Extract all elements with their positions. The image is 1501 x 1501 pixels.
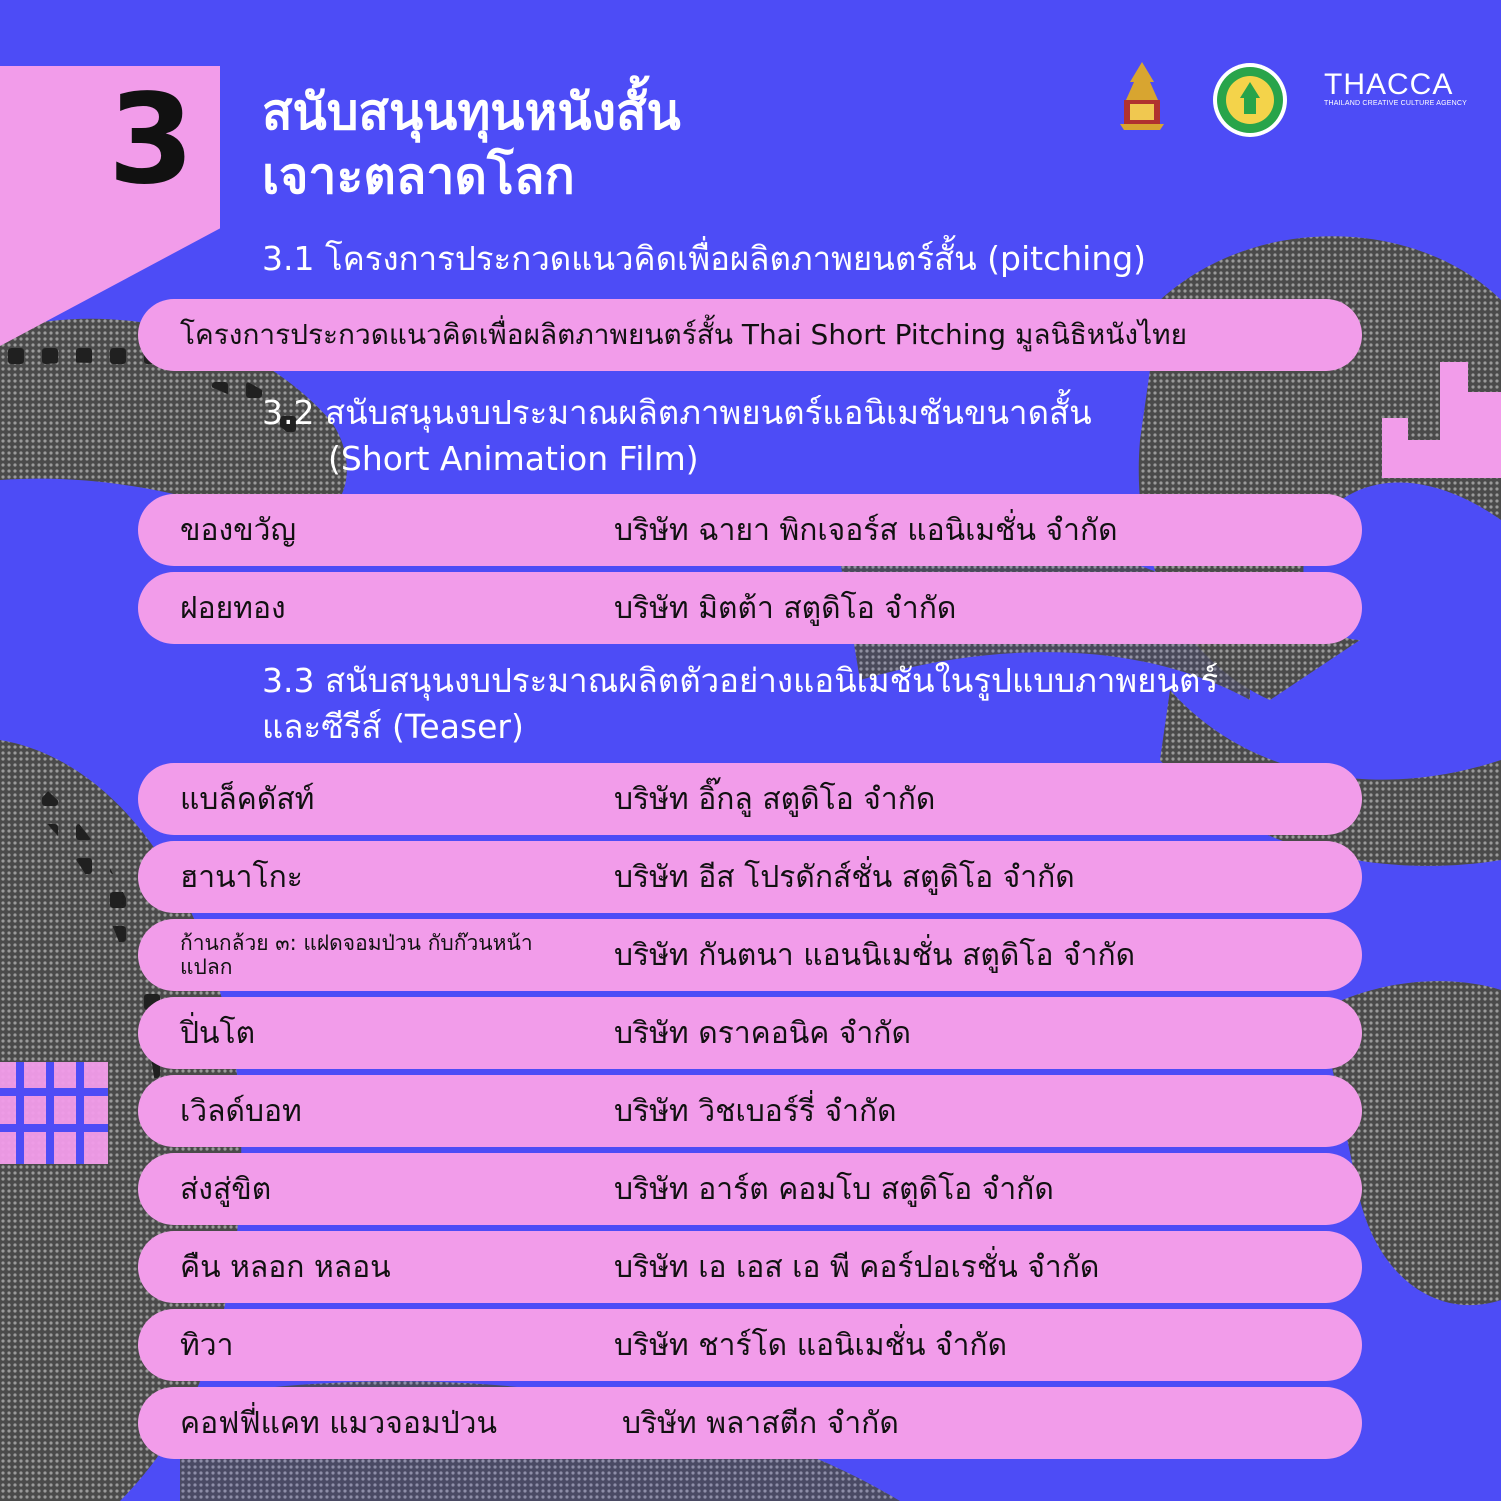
logo-group (1108, 60, 1468, 140)
list-item (138, 997, 1362, 1069)
list-item (138, 1231, 1362, 1303)
thacca-name: THACCA (1324, 68, 1454, 101)
company-name: บริษัท ดราคอนิค จำกัด (614, 1015, 911, 1051)
list-item (138, 299, 1362, 371)
section-number: 3 (108, 68, 195, 212)
company-name: บริษัท เอ เอส เอ พี คอร์ปอเรชั่น จำกัด (614, 1249, 1100, 1285)
heading-line: 3.3 สนับสนุนงบประมาณผลิตตัวอย่างแอนิเมชันในรูปแบบภาพยนตร์ (262, 661, 1219, 700)
list-item (138, 1075, 1362, 1147)
company-name: บริษัท มิตต้า สตูดิโอ จำกัด (614, 590, 957, 626)
company-name: บริษัท กันตนา แอนนิเมชั่น สตูดิโอ จำกัด (614, 937, 1136, 973)
list-item (138, 1309, 1362, 1381)
ministry-emblem-icon (1114, 60, 1170, 130)
project-title: ของขวัญ (180, 512, 297, 548)
list-item (138, 763, 1362, 835)
heading-line: (Short Animation Film) (328, 439, 699, 478)
project-title: ฝอยทอง (180, 590, 286, 626)
heading-line: และซีรีส์ (Teaser) (262, 707, 524, 746)
list-item (138, 572, 1362, 644)
list-item (138, 841, 1362, 913)
project-title: คอฟฟี่แคท แมวจอมป่วน (180, 1405, 498, 1441)
section-heading-3-3 (262, 658, 1218, 750)
list-item (138, 1387, 1362, 1459)
company-name: บริษัท ชาร์โด แอนิเมชั่น จำกัด (614, 1327, 1008, 1363)
list-item (138, 494, 1362, 566)
title-line-2: เจาะตลาดโลก (262, 147, 575, 205)
section-heading-3-1 (262, 236, 1146, 282)
project-title: ปิ่นโต (180, 1015, 256, 1051)
company-name: บริษัท วิชเบอร์รี่ จำกัด (614, 1093, 897, 1129)
heading-line: 3.1 โครงการประกวดแนวคิดเพื่อผลิตภาพยนตร์สั้น (pitching) (262, 239, 1147, 278)
department-seal-icon (1212, 62, 1288, 138)
project-title: เวิลด์บอท (180, 1093, 302, 1129)
company-name: บริษัท พลาสตีก จำกัด (622, 1405, 899, 1441)
project-title: แบล็คดัสท์ (180, 781, 315, 817)
thacca-logo (1324, 68, 1467, 107)
project-title: คืน หลอก หลอน (180, 1249, 391, 1285)
title-line-1: สนับสนุนทุนหนังสั้น (262, 83, 681, 141)
section-heading-3-2 (262, 390, 1092, 482)
project-title: ก้านกล้วย ๓: แฝดจอมป่วน กับก๊วนหน้าแปลก (180, 931, 533, 979)
company-name: บริษัท ฉายา พิกเจอร์ส แอนิเมชั่น จำกัด (614, 512, 1118, 548)
company-name: บริษัท อิ๊กลู สตูดิโอ จำกัด (614, 781, 936, 817)
list-item (138, 1153, 1362, 1225)
company-name: บริษัท อีส โปรดักส์ชั่น สตูดิโอ จำกัด (614, 859, 1075, 895)
page-title (262, 80, 681, 208)
company-name: บริษัท อาร์ต คอมโบ สตูดิโอ จำกัด (614, 1171, 1054, 1207)
project-title: โครงการประกวดแนวคิดเพื่อผลิตภาพยนตร์สั้น Thai Short Pitching มูลนิธิหนังไทย (180, 318, 1188, 351)
project-title: ทิวา (180, 1327, 234, 1363)
thacca-subtitle: THAILAND CREATIVE CULTURE AGENCY (1324, 100, 1468, 107)
project-title: ส่งสู่ขิต (180, 1171, 272, 1207)
project-title: ฮานาโกะ (180, 859, 303, 895)
list-item (138, 919, 1362, 991)
heading-line: 3.2 สนับสนุนงบประมาณผลิตภาพยนตร์แอนิเมชันขนาดสั้น (262, 393, 1092, 432)
